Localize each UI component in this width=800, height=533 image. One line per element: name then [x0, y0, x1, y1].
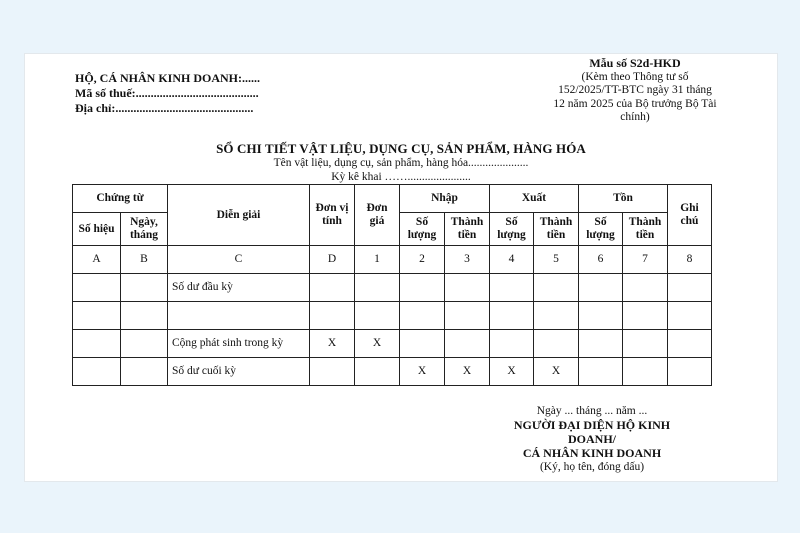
table-cell	[534, 330, 579, 358]
table-cell	[534, 274, 579, 302]
table-row	[73, 330, 712, 358]
form-note-line: (Kèm theo Thông tư số	[581, 70, 689, 83]
header-unit-line: tính	[322, 215, 342, 227]
table-cell	[400, 330, 445, 358]
header-amount-line: tiền	[546, 229, 566, 241]
form-code: Mẫu số S2d-HKD	[589, 56, 681, 70]
header-stock-qty	[579, 213, 623, 246]
header-unit	[310, 185, 355, 246]
table-cell	[73, 302, 121, 330]
signature-note: (Ký, họ tên, đóng dấu)	[539, 461, 645, 473]
table-cell	[490, 274, 534, 302]
table-cell	[355, 274, 400, 302]
business-info-block	[75, 71, 260, 116]
header-note-line: chú	[680, 215, 699, 227]
table-cell: X	[490, 358, 534, 386]
header-amount-line: tiền	[635, 229, 655, 241]
header-stock: Tồn	[579, 185, 668, 213]
business-name-line: HỘ, CÁ NHÂN KINH DOANH:......	[75, 71, 260, 85]
column-letter-row	[73, 246, 712, 274]
table-cell: Số dư đầu kỳ	[168, 274, 310, 302]
table-cell	[73, 358, 121, 386]
column-letter: 1	[355, 246, 400, 274]
document-title: SỔ CHI TIẾT VẬT LIỆU, DỤNG CỤ, SẢN PHẨM, HÀNG HÓA	[216, 141, 586, 156]
tax-code-line: Mã số thuế:.........................................	[75, 86, 259, 100]
table-cell	[310, 302, 355, 330]
column-letter: 3	[445, 246, 490, 274]
column-letter: A	[73, 246, 121, 274]
header-import-amount	[445, 213, 490, 246]
table-header-row	[73, 185, 712, 213]
table-cell	[623, 302, 668, 330]
header-qty-line: Số	[594, 216, 607, 228]
table-cell: X	[534, 358, 579, 386]
table-row	[73, 274, 712, 302]
signature-date-line: Ngày ... tháng ... năm ...	[536, 405, 648, 417]
header-voucher: Chứng từ	[73, 185, 168, 213]
header-unit-line: Đơn vị	[315, 202, 349, 214]
header-price-line: giá	[369, 215, 385, 227]
column-letter: 4	[490, 246, 534, 274]
header-qty-line: Số	[415, 216, 429, 228]
table-cell	[490, 330, 534, 358]
table-cell	[355, 302, 400, 330]
table-cell: X	[445, 358, 490, 386]
table-cell	[121, 274, 168, 302]
ledger-body	[73, 274, 712, 386]
header-voucher-number: Số hiệu	[73, 213, 121, 246]
header-qty-line: lượng	[497, 229, 526, 241]
address-line: Địa chỉ:..............................................	[75, 101, 254, 115]
item-name-line: Tên vật liệu, dụng cụ, sản phẩm, hàng hóa.....................	[273, 157, 529, 169]
table-cell	[579, 330, 623, 358]
header-import-qty	[400, 213, 445, 246]
column-letter: C	[168, 246, 310, 274]
table-cell	[310, 274, 355, 302]
table-cell	[400, 302, 445, 330]
table-cell	[623, 358, 668, 386]
header-date-line: tháng	[129, 229, 159, 241]
column-letter: 6	[579, 246, 623, 274]
column-letter: 5	[534, 246, 579, 274]
period-line: Kỳ kê khai ……......................	[331, 171, 471, 183]
table-cell	[579, 274, 623, 302]
table-cell: Số dư cuối kỳ	[168, 358, 310, 386]
header-voucher-date	[121, 213, 168, 246]
table-row	[73, 358, 712, 386]
column-letter: D	[310, 246, 355, 274]
column-letter: 7	[623, 246, 668, 274]
header-export-amount	[534, 213, 579, 246]
form-note-line: 12 năm 2025 của Bộ trưởng Bộ Tài	[553, 97, 717, 110]
table-cell	[445, 302, 490, 330]
header-stock-amount	[623, 213, 668, 246]
header-date-line: Ngày,	[130, 216, 158, 228]
table-cell	[445, 274, 490, 302]
table-cell	[668, 302, 712, 330]
header-price	[355, 185, 400, 246]
table-cell: X	[400, 358, 445, 386]
header-export: Xuất	[490, 185, 579, 213]
table-cell	[73, 330, 121, 358]
header-price-line: Đơn	[366, 202, 388, 214]
table-cell	[490, 302, 534, 330]
header-note-line: Ghi	[680, 202, 699, 214]
table-cell	[445, 330, 490, 358]
table-cell	[579, 358, 623, 386]
form-reference-block	[525, 57, 745, 125]
header-amount-line: Thành	[628, 216, 662, 228]
table-cell: Cộng phát sinh trong kỳ	[168, 330, 310, 358]
table-cell	[400, 274, 445, 302]
form-note-line: chính)	[620, 111, 650, 124]
table-cell	[121, 330, 168, 358]
table-cell	[73, 274, 121, 302]
ledger-table	[72, 184, 712, 386]
table-cell: X	[355, 330, 400, 358]
table-cell	[668, 358, 712, 386]
document-page	[24, 53, 778, 482]
table-cell	[668, 330, 712, 358]
table-cell	[121, 302, 168, 330]
column-letter: B	[121, 246, 168, 274]
column-letter: 2	[400, 246, 445, 274]
header-export-qty	[490, 213, 534, 246]
table-row	[73, 302, 712, 330]
signature-title: CÁ NHÂN KINH DOANH	[522, 446, 662, 460]
header-qty-line: Số	[505, 216, 518, 228]
table-cell	[310, 358, 355, 386]
table-cell	[534, 302, 579, 330]
header-amount-line: Thành	[450, 216, 484, 228]
signature-block	[492, 404, 692, 474]
header-amount-line: Thành	[539, 216, 573, 228]
header-amount-line: tiền	[457, 229, 477, 241]
table-cell	[121, 358, 168, 386]
header-qty-line: lượng	[586, 229, 615, 241]
header-import: Nhập	[400, 185, 490, 213]
table-cell	[168, 302, 310, 330]
header-note	[668, 185, 712, 246]
table-cell: X	[310, 330, 355, 358]
table-cell	[668, 274, 712, 302]
table-cell	[623, 330, 668, 358]
header-qty-line: lượng	[407, 229, 437, 241]
header-description: Diễn giải	[168, 185, 310, 246]
signature-title: NGƯỜI ĐẠI DIỆN HỘ KINH DOANH/	[513, 418, 671, 446]
table-cell	[579, 302, 623, 330]
form-note-line: 152/2025/TT-BTC ngày 31 tháng	[558, 84, 712, 97]
table-cell	[355, 358, 400, 386]
table-cell	[623, 274, 668, 302]
column-letter: 8	[668, 246, 712, 274]
